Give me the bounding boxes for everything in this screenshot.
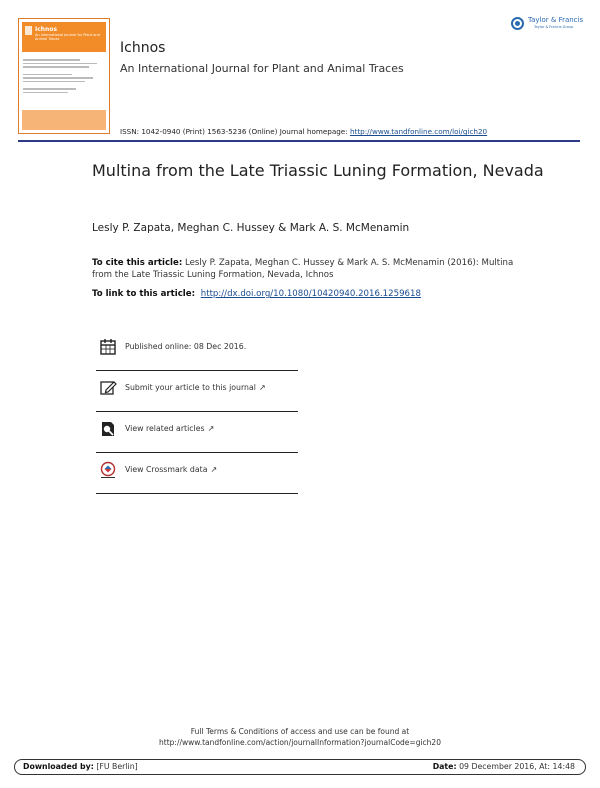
- edit-icon: [99, 379, 117, 397]
- publisher-logo-icon: [511, 17, 524, 30]
- external-link-icon: ↗: [210, 465, 218, 474]
- download-date: [433, 762, 575, 771]
- journal-subtitle: An International Journal for Plant and Animal Traces: [120, 62, 404, 75]
- published-date-text: Published online: 08 Dec 2016.: [125, 342, 247, 351]
- downloaded-by-label: Downloaded by:: [23, 762, 94, 771]
- citation-text: Lesly P. Zapata, Meghan C. Hussey & Mark A. S. McMenamin (2016): Multina from the Late Triassic Luning Formation, Nevada, Ichnos: [92, 258, 514, 280]
- calendar-icon: [99, 338, 117, 356]
- download-date-label: Date:: [432, 762, 457, 771]
- citation-label: To cite this article:: [92, 258, 183, 268]
- submit-row[interactable]: [96, 371, 298, 412]
- terms-line-1: Full Terms & Conditions of access and use can be found at: [190, 727, 410, 736]
- journal-name: Ichnos: [120, 40, 166, 56]
- external-link-icon: ↗: [258, 383, 266, 392]
- submit-article-text[interactable]: Submit your article to this journal: [125, 383, 256, 392]
- issn-text: ISSN: 1042-0940 (Print) 1563-5236 (Online) Journal homepage:: [120, 127, 348, 136]
- publisher-logo[interactable]: [511, 16, 591, 34]
- cover-tagline: An International Journal for Plant and Animal Traces: [35, 33, 100, 41]
- crossmark-row[interactable]: [96, 453, 298, 494]
- link-label: To link to this article:: [92, 289, 196, 299]
- crossmark-link[interactable]: [125, 465, 217, 474]
- cover-logo-icon: [25, 26, 32, 35]
- submit-article-link[interactable]: [125, 383, 266, 392]
- downloaded-by-value: [FU Berlin]: [96, 762, 138, 771]
- download-date-value: 09 December 2016, At: 14:48: [459, 762, 575, 771]
- publisher-name: Taylor & Francis: [528, 16, 584, 24]
- downloaded-by: [23, 762, 138, 771]
- published-row: [96, 330, 298, 371]
- crossmark-text[interactable]: View Crossmark data: [125, 465, 208, 474]
- terms-link[interactable]: http://www.tandfonline.com/action/journalInformation?journalCode=gich20: [159, 738, 441, 747]
- issn-line: [120, 127, 487, 136]
- crossmark-icon: [99, 461, 117, 479]
- article-info-box: [96, 330, 298, 494]
- download-info-bar: [14, 759, 586, 775]
- publisher-tagline: Taylor & Francis Group: [534, 25, 574, 29]
- cover-title: Ichnos: [35, 26, 58, 33]
- citation: [92, 257, 532, 281]
- article-authors: Lesly P. Zapata, Meghan C. Hussey & Mark A. S. McMenamin: [92, 222, 410, 234]
- article-title: Multina from the Late Triassic Luning Formation, Nevada: [92, 161, 544, 180]
- related-articles-link[interactable]: [125, 424, 214, 433]
- article-link-line: [92, 289, 421, 299]
- related-articles-text[interactable]: View related articles: [125, 424, 205, 433]
- journal-homepage-link[interactable]: http://www.tandfonline.com/loi/gich20: [349, 127, 488, 136]
- doi-link[interactable]: http://dx.doi.org/10.1080/10420940.2016.1259618: [200, 289, 421, 299]
- related-row[interactable]: [96, 412, 298, 453]
- related-articles-icon: [99, 420, 117, 438]
- external-link-icon: ↗: [207, 424, 215, 433]
- header-divider: [18, 140, 580, 142]
- journal-cover-thumbnail: [18, 18, 110, 134]
